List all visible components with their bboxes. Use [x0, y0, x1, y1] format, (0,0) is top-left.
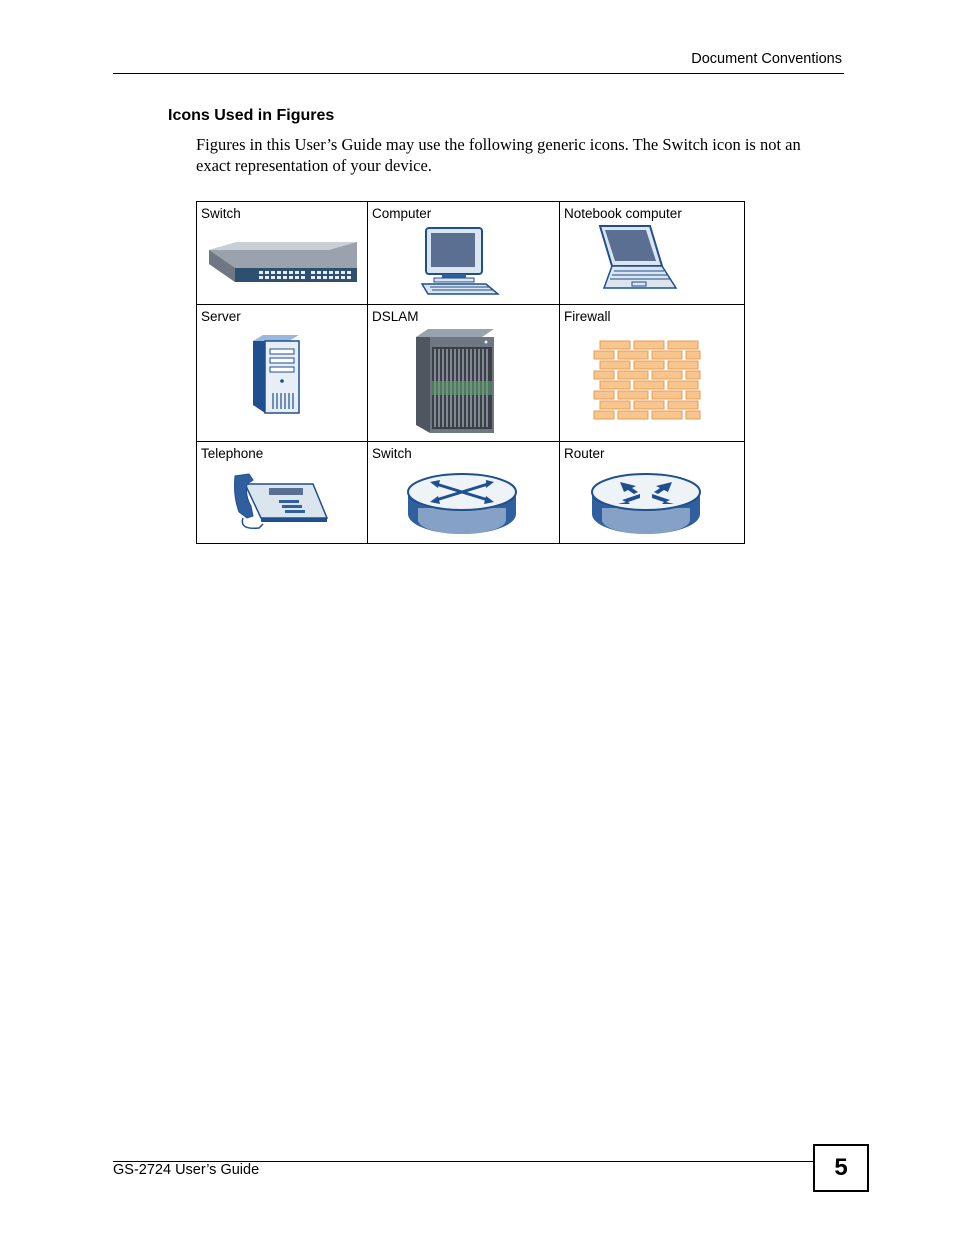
switch-device-icon: [207, 242, 359, 287]
icons-table: [196, 201, 745, 544]
footer-title: GS-2724 User’s Guide: [113, 1162, 260, 1178]
icon-cell-computer: [368, 202, 560, 305]
icon-label: Router: [564, 446, 605, 461]
icon-label: Server: [201, 309, 241, 324]
router-icon: [590, 472, 702, 536]
icon-label: Switch: [201, 206, 241, 221]
icon-cell-switch-symbol: [368, 442, 560, 544]
icon-label: Firewall: [564, 309, 611, 324]
icon-cell-dslam: [368, 305, 560, 442]
icon-cell-telephone: [197, 442, 368, 544]
icon-label: Telephone: [201, 446, 264, 461]
notebook-computer-icon: [596, 224, 680, 292]
telephone-icon: [231, 472, 329, 532]
icon-label: Computer: [372, 206, 432, 221]
header-rule: [113, 73, 844, 74]
icon-label: Switch: [372, 446, 412, 461]
header-title: Document Conventions: [691, 51, 842, 67]
icon-cell-firewall: [560, 305, 745, 442]
icon-label: Notebook computer: [564, 206, 682, 221]
section-heading: Icons Used in Figures: [168, 107, 335, 124]
firewall-icon: [592, 339, 702, 421]
dslam-icon: [414, 329, 496, 433]
computer-icon: [420, 226, 500, 296]
switch-symbol-icon: [406, 472, 518, 536]
icon-cell-server: [197, 305, 368, 442]
icon-cell-switch: [197, 202, 368, 305]
icon-cell-notebook: [560, 202, 745, 305]
intro-paragraph: Figures in this User’s Guide may use the following generic icons. The Switch icon is not an exact representation of your device.: [196, 135, 801, 175]
server-icon: [251, 335, 301, 415]
page-number: 5: [813, 1144, 869, 1192]
icon-label: DSLAM: [372, 309, 419, 324]
icon-cell-router: [560, 442, 745, 544]
